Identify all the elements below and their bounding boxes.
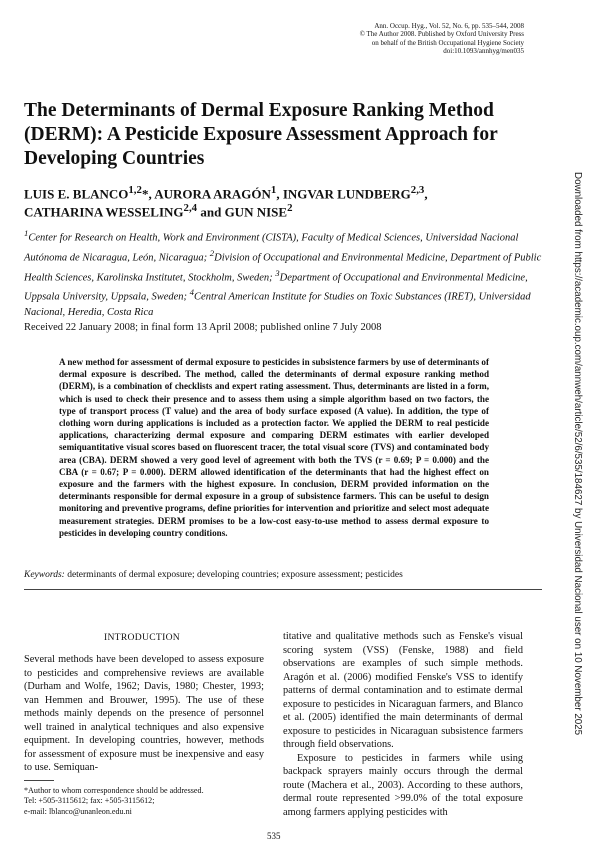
author-sep: ,	[424, 186, 428, 202]
body-column-right	[283, 630, 523, 819]
affiliation: Division of Occupational and Environmental Medicine, Department of Public Health Sciences, Karolinska Institutet, Stockholm, Sweden;	[24, 252, 542, 284]
footnote-divider	[24, 780, 54, 781]
author-name: INGVAR LUNDBERG	[282, 186, 411, 202]
affiliation: Department of Occupational and Environmental Medicine, Uppsala University, Uppsala, Sweden;	[24, 272, 528, 303]
author-affil-sup: 2	[287, 202, 293, 215]
affil-sup: 1	[24, 228, 29, 238]
keywords-label: Keywords:	[24, 570, 65, 580]
affiliations	[24, 226, 544, 320]
author-affil-sup: 2,3	[410, 184, 425, 196]
footnote-line: *Author to whom correspondence should be addressed.	[24, 786, 204, 795]
affil-sup: 2	[209, 247, 215, 258]
journal-header	[360, 22, 524, 56]
abstract: A new method for assessment of dermal exposure to pesticides in subsistence farmers by use of determinants of dermal exposure is described. The method, called the determinants of dermal exposure ranking method (DERM), is a combination of checklists and expert rating assessment. Thus, determinants are listed in a form, which is used to check their presence and to assess them using a simple algorithm based on two factors, the type of transport process (T value) and the area of body surface exposed (A value). In addition, the type of clothing worn during applications is included as a protection factor. We applied the DERM to real pesticide applications, characterizing dermal exposure and comparing DERM estimates with earlier developed semiquantitative visual scores based on fluorescent tracer, the total visual score (TVS) and contaminated body area (CBA). DERM showed a very good level of agreement with both the TVS (r = 0.69; P = 0.000) and the CBA (r = 0.67; P = 0.000). DERM allowed identification of the determinants that had the highest effect on exposure and the farmers with the highest exposure. In conclusion, DERM provided information on the determinants responsible for dermal exposure in a group of subsistence farmers. This can be useful to design monitoring and preventive programs, define priorities for intervention and prioritize and select most adequate measurement strategies. DERM promises to be a low-cost easy-to-use method to assess dermal exposure to pesticides in developing country conditions.	[59, 357, 489, 538]
author-affil-sup: 1,2	[128, 184, 142, 196]
correspondence-footnote	[24, 786, 284, 817]
author-name: AURORA ARAGÓN	[154, 186, 271, 202]
author-name: GUN NISE	[224, 204, 288, 220]
journal-citation: Ann. Occup. Hyg., Vol. 52, No. 6, pp. 535–544, 2008	[374, 22, 524, 30]
body-column-left: Several methods have been developed to assess exposure to pesticides and comprehensive reviews are available (Durham and Wolfe, 1962; Davis, 1980; Chester, 1993; van Hemmen and Brouwer, 1995). The use of these methods mainly depends on the presence of personnel well trained in analytical techniques and also expensive equipment. In developing countries, however, methods for assessment of exposure must be inexpensive and easy to use. Semiquan-	[24, 654, 264, 773]
keywords-text: determinants of dermal exposure; developing countries; exposure assessment; pesticides	[67, 570, 403, 580]
paragraph: titative and qualitative methods such as Fenske's visual scoring system (VSS) (Fenske, 1988) and field observations are examples of such simple methods. Aragón et al. (2006) modified Fenske's VSS to identify patterns of dermal contamination and to estimate dermal exposure to pesticides in Nicaraguan farmers, and Blanco et al. (2005) identified the main determinants of dermal exposure to pesticides in Nicaraguan subsistence farmers through field observations.	[283, 631, 523, 750]
author-sep: and	[197, 204, 225, 220]
page-number: 535	[267, 831, 281, 841]
footnote-line: Tel: +505-3115612; fax: +505-3115612;	[24, 796, 155, 806]
copyright-line: © The Author 2008. Published by Oxford University Press	[359, 30, 524, 39]
author-sep: *,	[141, 186, 155, 202]
footnote-email[interactable]: e-mail: lblanco@unanleon.edu.ni	[24, 806, 132, 816]
author-affil-sup: 2,4	[183, 202, 198, 215]
download-watermark: Downloaded from https://academic.oup.com/annweh/article/52/6/535/184627 by Universidad Nacional user on 10 November 2025	[572, 172, 583, 736]
section-divider	[24, 589, 542, 590]
article-title: The Determinants of Dermal Exposure Ranking Method (DERM): A Pesticide Exposure Assessment Approach for Developing Countries	[24, 100, 498, 169]
received-dates: Received 22 January 2008; in final form 13 April 2008; published online 7 July 2008	[24, 322, 382, 333]
affiliation: Central American Institute for Studies on Toxic Substances (IRET), Universidad Nacional, Heredia, Costa Rica	[24, 291, 531, 319]
doi-line[interactable]: doi:10.1093/annhyg/men035	[443, 47, 524, 56]
paragraph: Exposure to pesticides in farmers while using backpack sprayers mainly occurs through the dermal route (Machera et al., 2003). According to these authors, dermal route represented >99.0% of the total exposure among farmers applying pesticides with	[283, 752, 523, 818]
author-list	[24, 183, 544, 220]
author-sep: ,	[276, 186, 283, 202]
affiliation: Center for Research on Health, Work and Environment (CISTA), Faculty of Medical Sciences, Universidad Nacional Autónoma de Nicaragua, León, Nicaragua;	[24, 232, 519, 264]
section-heading: INTRODUCTION	[103, 632, 181, 643]
affil-sup: 3	[275, 267, 280, 278]
author-affil-sup: 1	[270, 184, 277, 196]
author-name: LUIS E. BLANCO	[24, 186, 129, 202]
keywords	[24, 570, 403, 580]
publisher-line: on behalf of the British Occupational Hygiene Society	[371, 38, 524, 47]
author-name: CATHARINA WESSELING	[24, 204, 184, 220]
affil-sup: 4	[189, 287, 195, 298]
